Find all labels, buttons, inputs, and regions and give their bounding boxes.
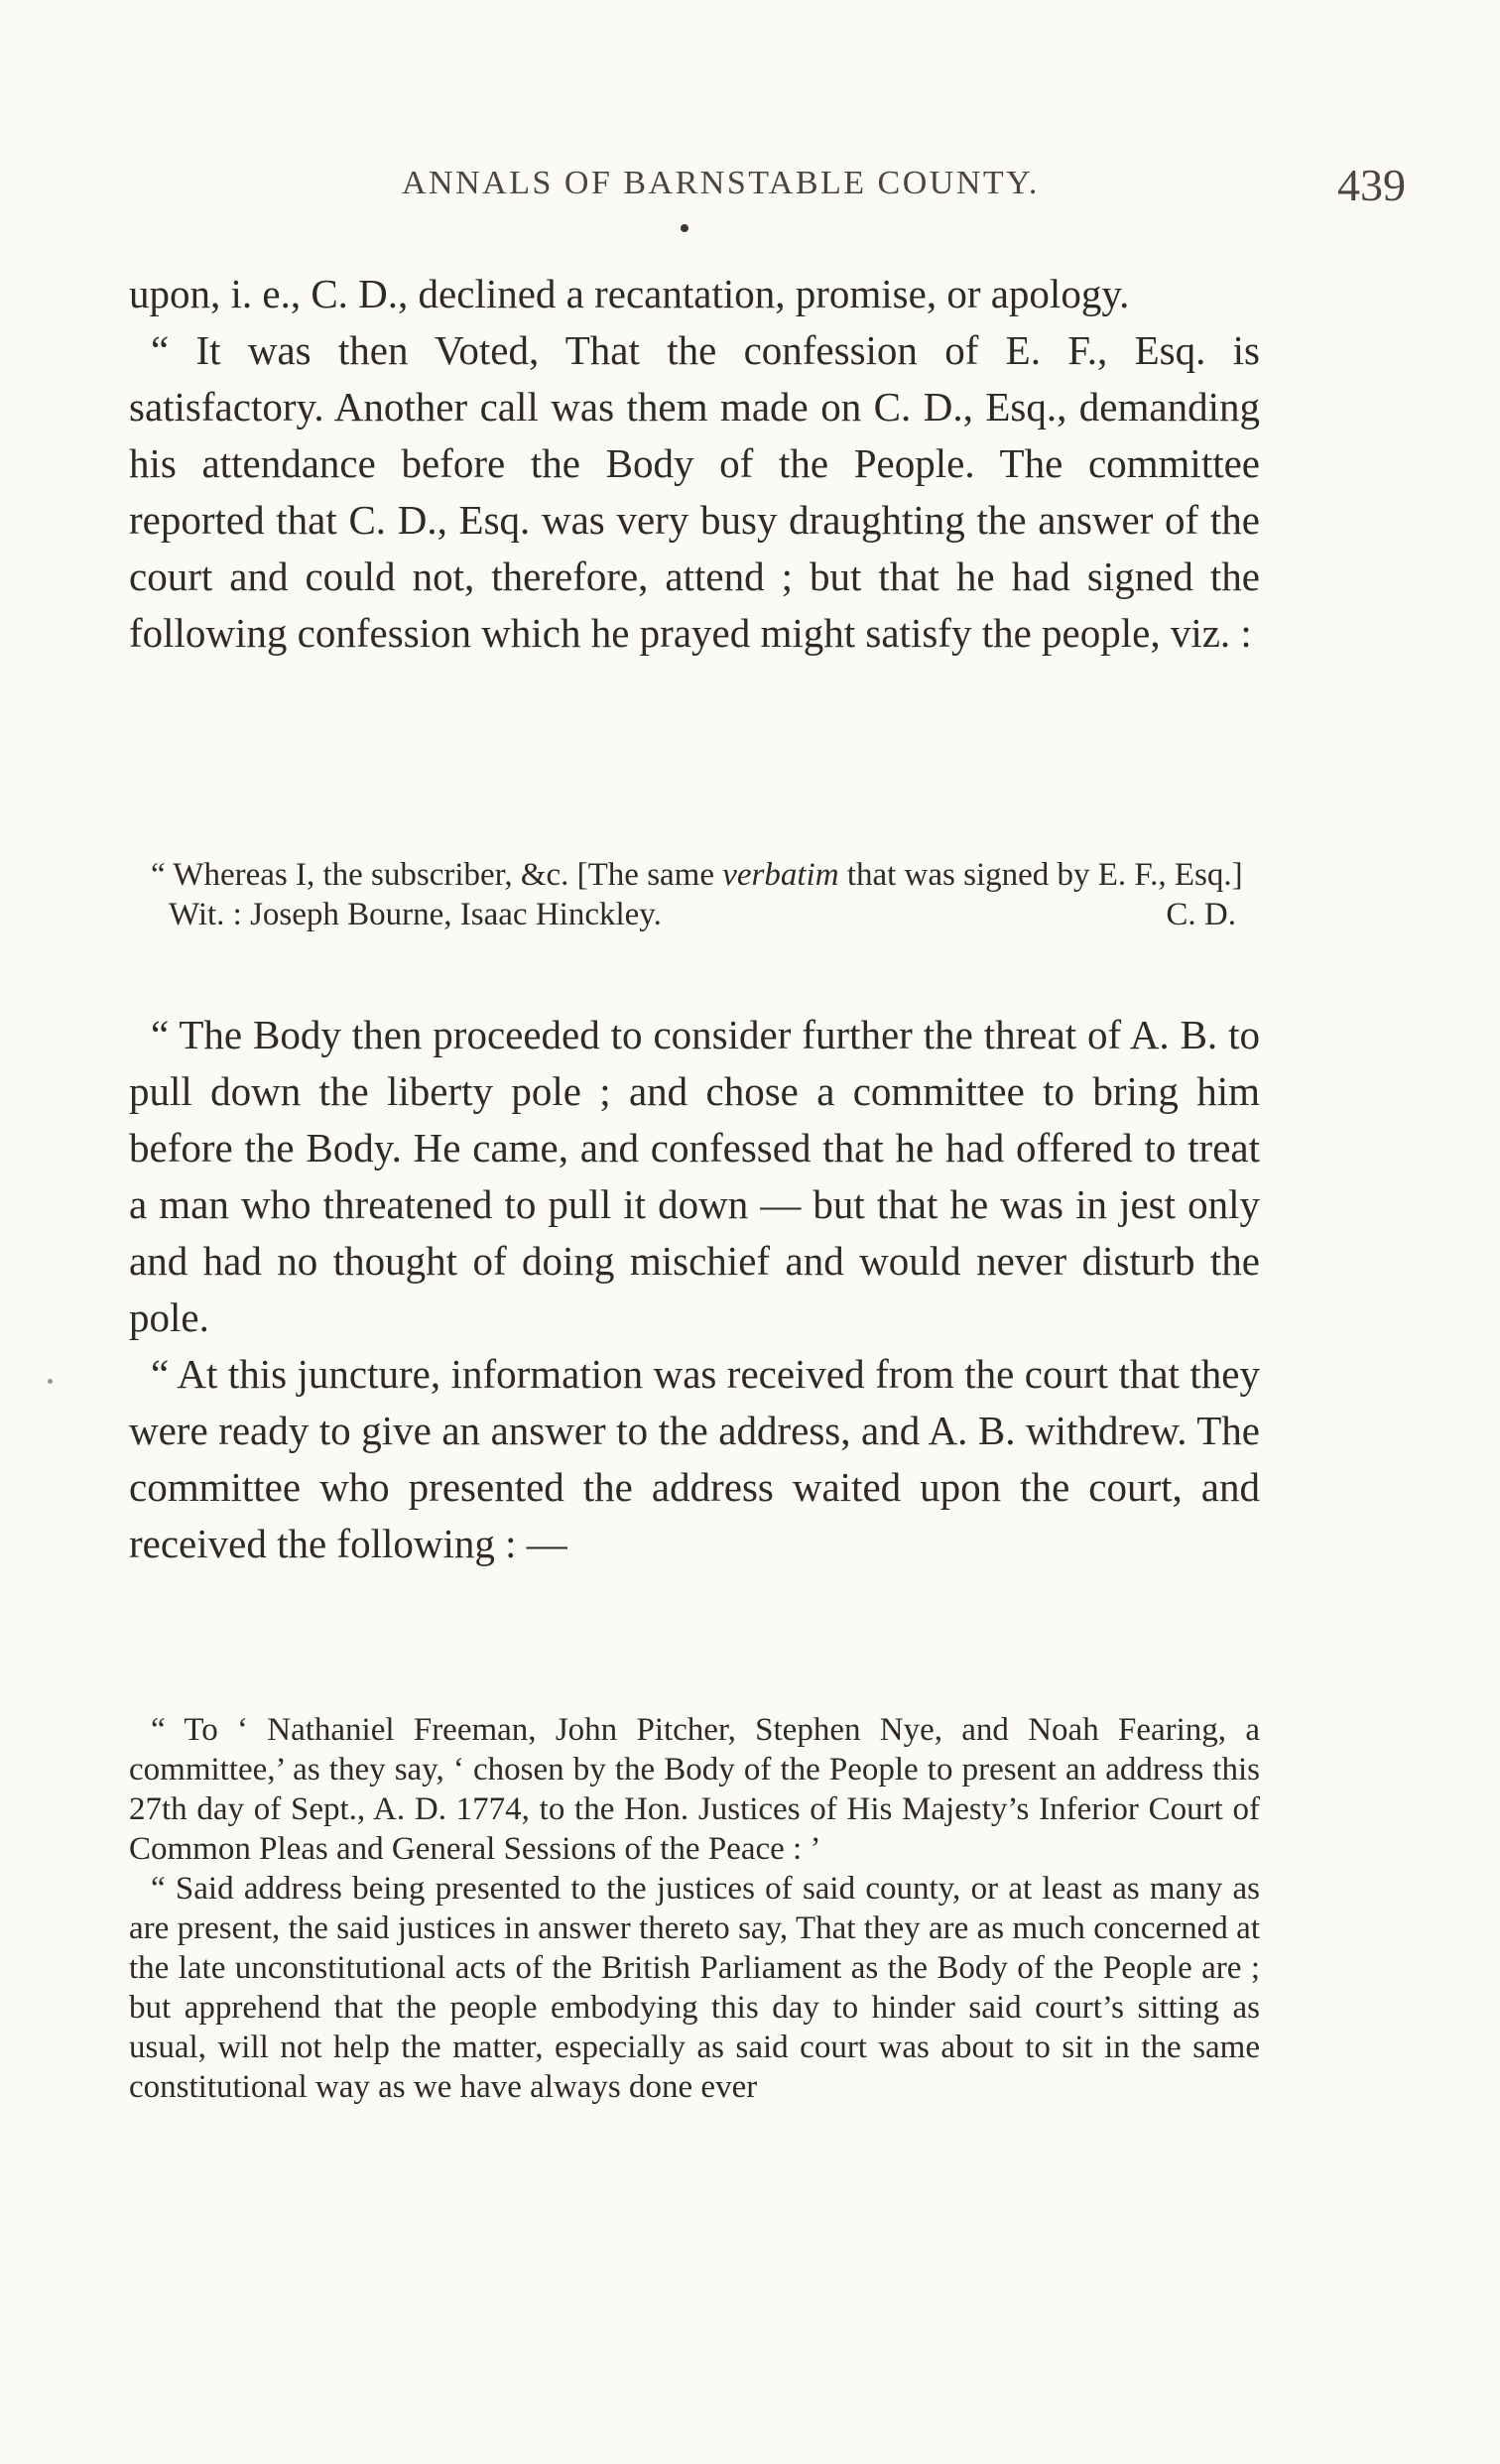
quote-text: “ Whereas I, the subscriber, &c. [The same [151, 857, 723, 893]
running-title: ANNALS OF BARNSTABLE COUNTY. [402, 165, 1040, 201]
quote-paragraph: “ To ‘ Nathaniel Freeman, John Pitcher, Stephen Nye, and Noah Fearing, a committee,’ as they say, ‘ chosen by the Body of the People to present an address this 27th day of Sept., A. D. 1774, to the Hon. Justices of His Majesty’s Inferior Court of Common Pleas and General Sessions of the Peace : ’ [129, 1712, 1260, 1867]
page-number: 439 [1337, 160, 1406, 210]
signature: C. D. [1166, 897, 1236, 932]
body-passage-2 [129, 1007, 1260, 1572]
witness-line: Wit. : Joseph Bourne, Isaac Hinckley. [169, 897, 662, 932]
paragraph: “ It was then Voted, That the confession of E. F., Esq. is satisfactory. Another call was them made on C. D., Esq., demanding his attendance before the Body of the People. The committee reported that C. D., Esq. was very busy draughting the answer of the court and could not, therefore, attend ; but that he had signed the following confession which he prayed might satisfy the people, viz. : [129, 327, 1260, 656]
quote-text: that was signed by E. F., Esq.] [838, 857, 1243, 893]
block-quote-1 [129, 855, 1260, 934]
quote-italic-text: verbatim [722, 857, 839, 893]
block-quote-2 [129, 1710, 1260, 2107]
paragraph: upon, i. e., C. D., declined a recantation, promise, or apology. [129, 271, 1130, 316]
paragraph: “ The Body then proceeded to consider further the threat of A. B. to pull down the liberty pole ; and chose a committee to bring him before the Body. He came, and confessed that he had offered to treat a man who threatened to pull it down — but that he was in jest only and had no thought of doing mischief and would never disturb the pole. [129, 1012, 1260, 1340]
paragraph: “ At this juncture, information was received from the court that they were ready to give an answer to the address, and A. B. withdrew. The committee who presented the address waited upon the court, and received the following : — [129, 1351, 1260, 1566]
margin-dot [48, 1379, 53, 1384]
body-passage-1 [129, 266, 1260, 662]
quote-paragraph: “ Said address being presented to the justices of said county, or at least as many as are present, the said justices in answer thereto say, That they are as much concerned at the late unconstitutional acts of the British Parliament as the Body of the People are ; but apprehend that the people embodying this day to hinder said court’s sitting as usual, will not help the matter, especially as said court was about to sit in the same constitutional way as we have always done ever [129, 1871, 1260, 2105]
bullet-mark [681, 224, 688, 232]
page-header [0, 159, 1500, 218]
